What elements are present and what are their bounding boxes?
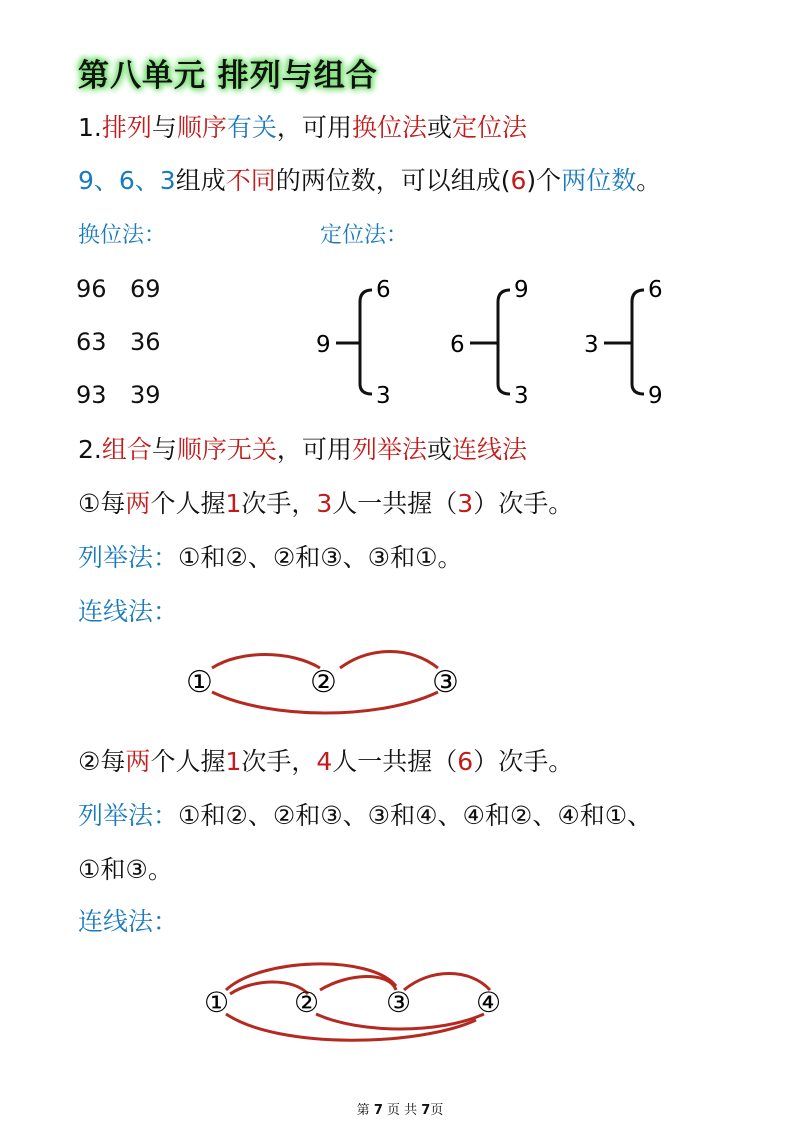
term-permutation: 排列 <box>101 113 152 142</box>
fix-method-label: 定位法： <box>320 223 409 248</box>
section2-heading <box>78 434 527 466</box>
fix-tree <box>450 277 529 409</box>
swap-number: 39 <box>130 381 161 409</box>
text-unit: )个 <box>526 166 562 195</box>
link-curve <box>320 977 396 991</box>
link-diagram-4 <box>190 950 520 1050</box>
term-order: 顺序 <box>176 113 227 142</box>
term-two-digit-number: 两位数 <box>561 166 637 195</box>
fix-tree <box>316 277 391 409</box>
swap-number: 69 <box>130 275 161 303</box>
list-method-label: 列举法： <box>78 801 179 830</box>
term-link-method: 连线法 <box>451 435 527 464</box>
tree-top: 9 <box>514 277 529 303</box>
swap-number: 93 <box>76 381 107 409</box>
page-number: 7 <box>373 1103 383 1118</box>
list-text: ①和②、②和③、③和①。 <box>178 543 463 572</box>
highlight-one: 1 <box>225 747 242 776</box>
text-or: 或 <box>426 435 452 464</box>
highlight-one: 1 <box>225 489 242 518</box>
term-fix-method: 定位法 <box>451 113 527 142</box>
node-2: ② <box>294 986 320 1019</box>
tree-top: 6 <box>376 277 391 303</box>
text-two-digit: 的两位数，可以组成( <box>275 166 511 195</box>
text-period: 。 <box>636 166 662 195</box>
text: ）次手。 <box>473 747 574 776</box>
fix-method-trees <box>0 270 800 410</box>
text-compose: 组成 <box>175 166 226 195</box>
page-title: 第八单元 排列与组合 <box>78 58 378 94</box>
term-different: 不同 <box>225 166 276 195</box>
tree-bracket <box>470 290 510 394</box>
tree-bracket <box>604 290 644 394</box>
example-answer: 6 <box>510 166 527 195</box>
problem1-statement <box>78 488 573 520</box>
tree-bracket <box>336 290 372 394</box>
node-1: ① <box>186 665 213 700</box>
list-text: ①和②、②和③、③和④、④和②、④和①、 <box>178 801 653 830</box>
problem2-list-cont: ①和③。 <box>78 855 173 884</box>
highlight-two: 两 <box>125 747 151 776</box>
footer-text: 页 <box>430 1103 444 1118</box>
tree-bottom: 3 <box>376 383 391 409</box>
tree-root: 6 <box>450 332 465 358</box>
term-order: 顺序 <box>176 435 227 464</box>
problem1-answer: 3 <box>457 489 474 518</box>
highlight-people: 3 <box>316 489 333 518</box>
problem2-statement <box>78 746 573 778</box>
text-and: 与 <box>151 435 177 464</box>
text-and: 与 <box>151 113 177 142</box>
tree-root: 3 <box>584 332 599 358</box>
node-1: ① <box>204 986 230 1019</box>
highlight-people: 4 <box>316 747 333 776</box>
footer-text: 页 共 <box>382 1103 422 1118</box>
text: ①每 <box>78 489 126 518</box>
term-combination: 组合 <box>101 435 152 464</box>
example-line <box>78 165 661 197</box>
swap-number: 36 <box>130 328 161 356</box>
text: 次手， <box>241 489 317 518</box>
text: ）次手。 <box>473 489 574 518</box>
swap-number: 63 <box>76 328 107 356</box>
tree-bottom: 3 <box>514 383 529 409</box>
text: ②每 <box>78 747 126 776</box>
text: 个人握 <box>150 747 226 776</box>
section1-heading <box>78 112 527 144</box>
page-total: 7 <box>421 1103 431 1118</box>
list-method-label: 列举法： <box>78 543 179 572</box>
term-swap-method: 换位法 <box>351 113 427 142</box>
problem1-list <box>78 542 463 574</box>
link-curve <box>212 655 320 669</box>
node-4: ④ <box>476 986 502 1019</box>
highlight-two: 两 <box>125 489 151 518</box>
node-3: ③ <box>386 986 412 1019</box>
text: 次手， <box>241 747 317 776</box>
text-can-use: ，可用 <box>276 113 352 142</box>
section1-prefix: 1. <box>78 113 102 142</box>
term-related: 有关 <box>226 113 277 142</box>
term-unrelated: 无关 <box>226 435 277 464</box>
tree-bottom: 9 <box>648 383 663 409</box>
swap-method-label: 换位法： <box>78 223 167 248</box>
page-footer <box>0 1099 800 1118</box>
node-2: ② <box>310 665 337 700</box>
link-diagram-3 <box>170 640 490 720</box>
text: 人一共握（ <box>332 489 458 518</box>
link-method-label: 连线法： <box>78 597 179 626</box>
footer-text: 第 <box>356 1103 374 1118</box>
term-list-method: 列举法 <box>351 435 427 464</box>
text-can-use: ，可用 <box>276 435 352 464</box>
tree-root: 9 <box>316 332 331 358</box>
swap-number: 96 <box>76 275 107 303</box>
link-method-label: 连线法： <box>78 907 179 936</box>
example-numbers: 9、6、3 <box>78 166 176 195</box>
tree-top: 6 <box>648 277 663 303</box>
text-or: 或 <box>426 113 452 142</box>
node-3: ③ <box>432 665 459 700</box>
fix-tree <box>584 277 663 409</box>
link-curve <box>340 652 438 669</box>
problem2-answer: 6 <box>457 747 474 776</box>
section2-prefix: 2. <box>78 435 102 464</box>
text: 人一共握（ <box>332 747 458 776</box>
problem2-list <box>78 800 652 832</box>
text: 个人握 <box>150 489 226 518</box>
